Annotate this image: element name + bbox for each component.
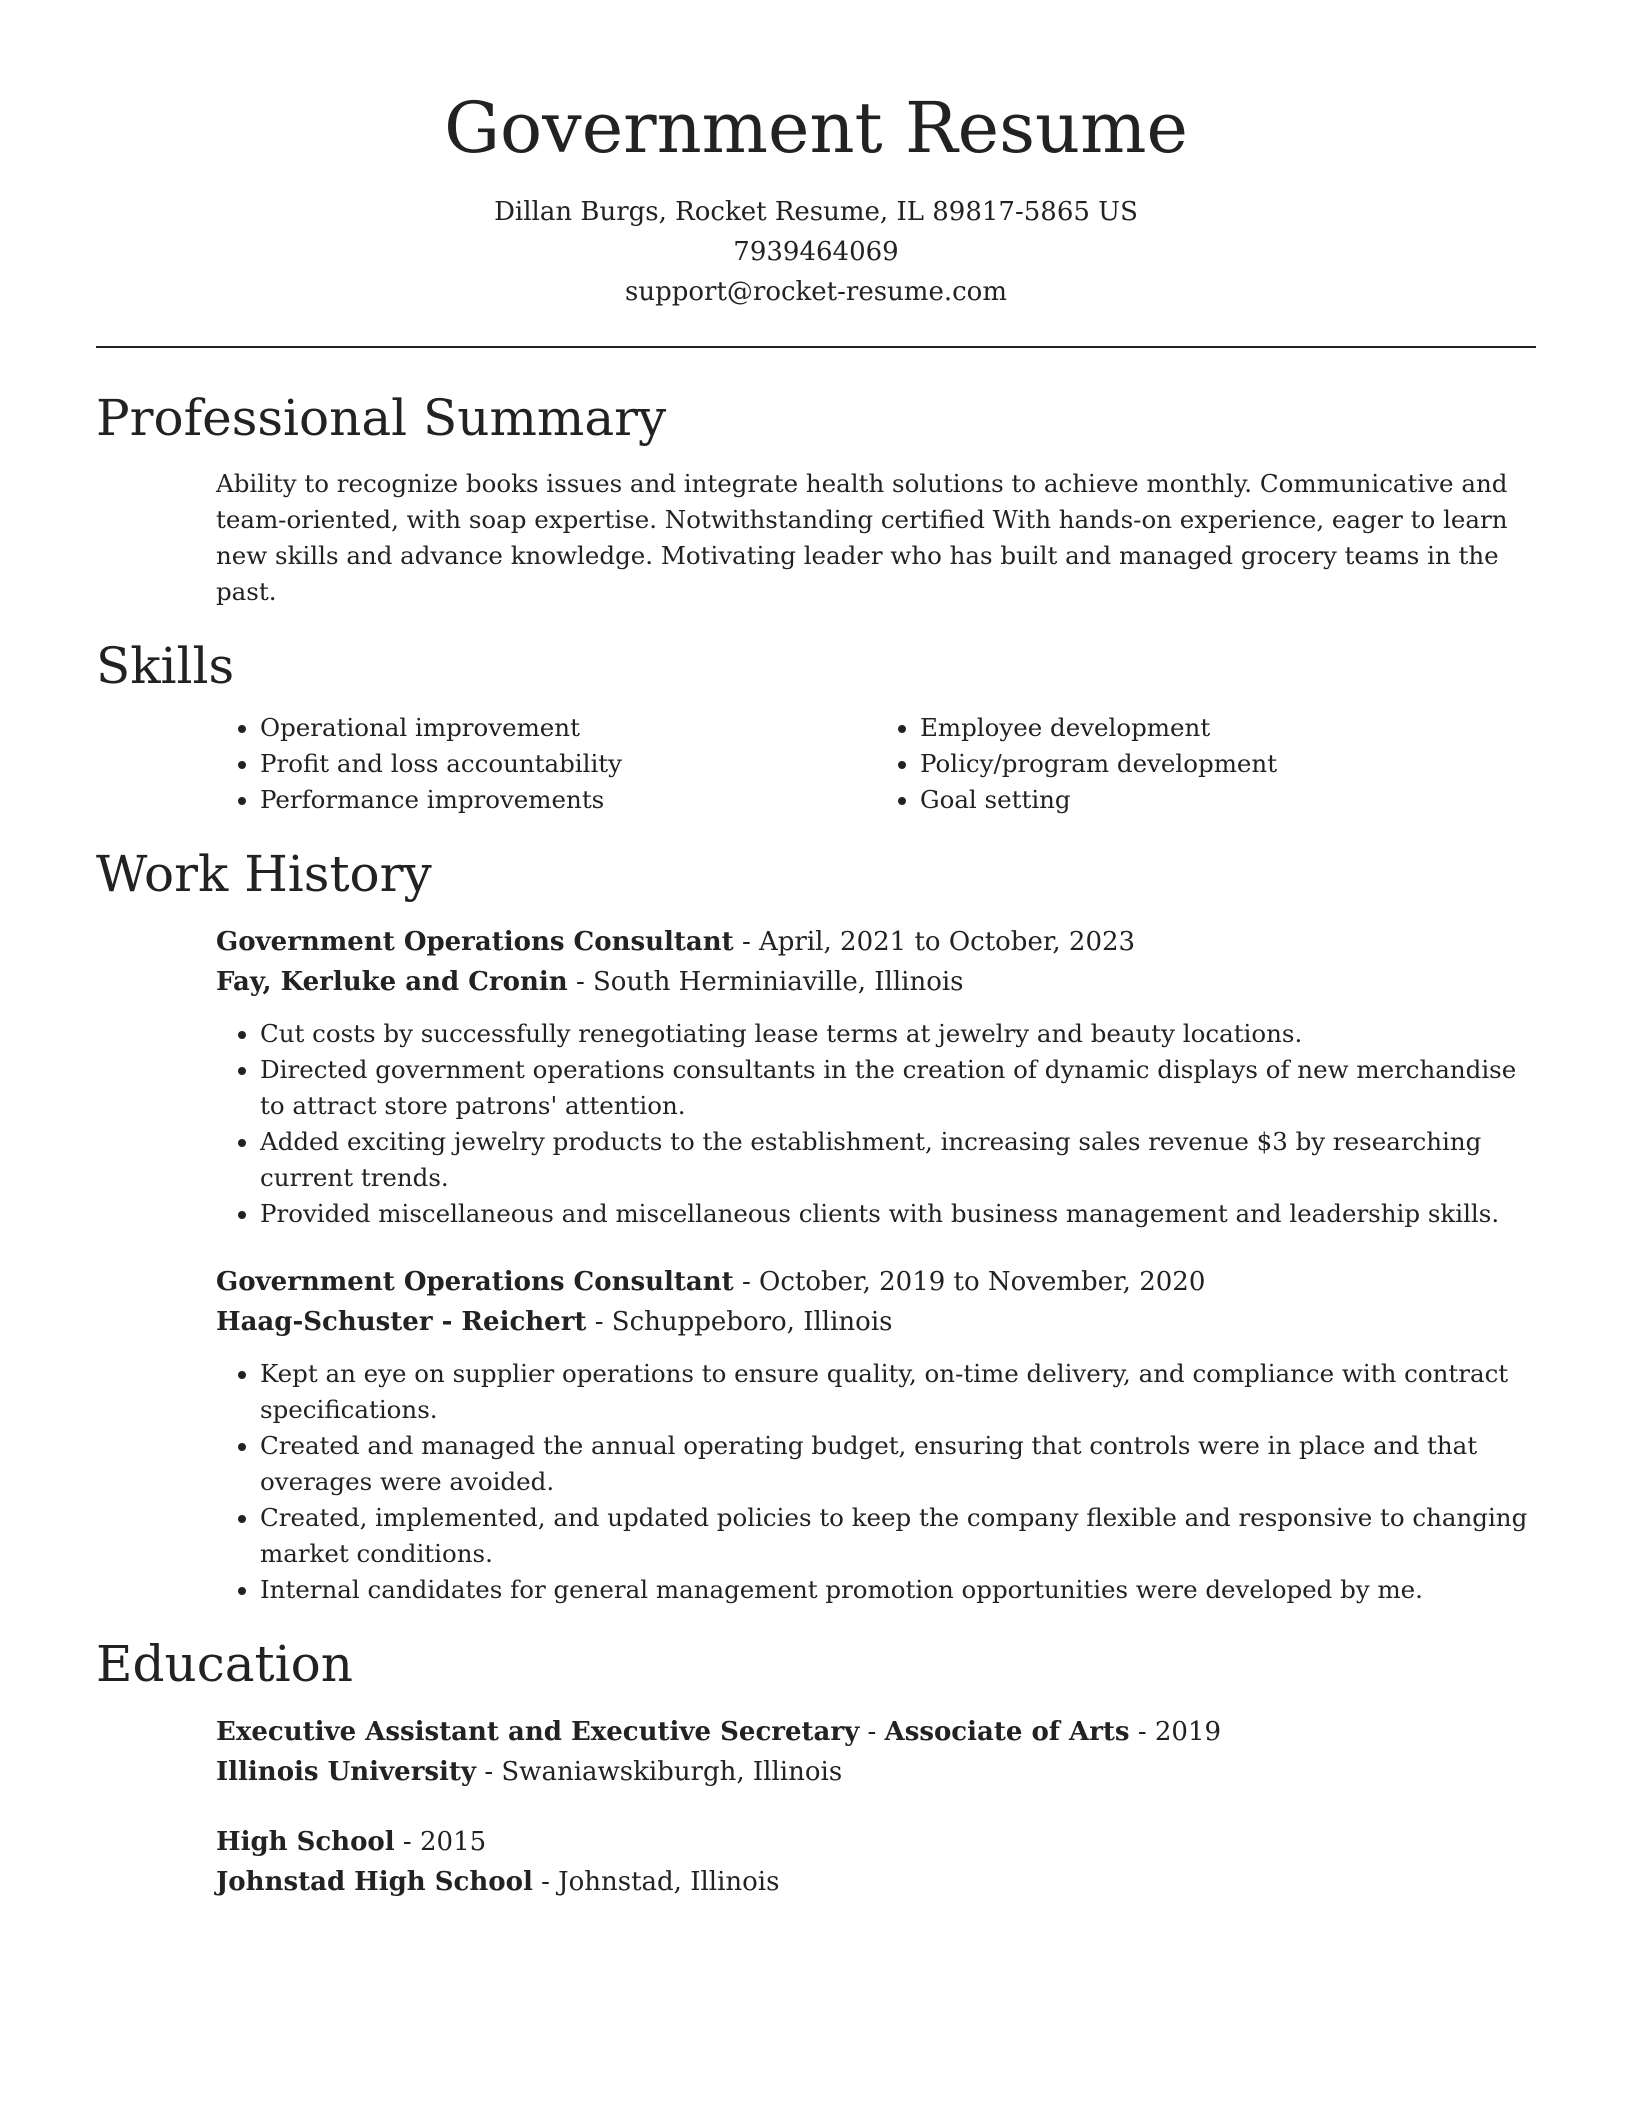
job-title-line [216, 1262, 1536, 1302]
job-dates: April, 2021 to October, 2023 [759, 927, 1136, 957]
separator: - [1137, 1717, 1155, 1747]
job-dates: October, 2019 to November, 2020 [759, 1267, 1206, 1297]
job-company: Fay, Kerluke and Cronin [216, 967, 568, 997]
education-location: Johnstad, Illinois [558, 1867, 780, 1897]
education-school-line [216, 1862, 1536, 1902]
education-program: Executive Assistant and Executive Secretary [216, 1717, 860, 1747]
education-school: Illinois University [216, 1757, 477, 1787]
contact-address: Dillan Burgs, Rocket Resume, IL 89817-5865 US [494, 197, 1138, 227]
skills-heading: Skills [96, 637, 235, 695]
job-bullets [216, 1016, 1536, 1232]
job-bullets [216, 1356, 1536, 1608]
separator: - [402, 1827, 420, 1857]
skill-item: • Operational improvement [260, 710, 876, 746]
skill-item: • Employee development [920, 710, 1536, 746]
work-heading: Work History [96, 845, 432, 903]
separator: - [575, 967, 593, 997]
job-bullet: • Cut costs by successfully renegotiating lease terms at jewelry and beauty locations. [260, 1016, 1536, 1052]
job-bullet: • Kept an eye on supplier operations to ensure quality, on-time delivery, and compliance with contract specifications. [260, 1356, 1536, 1428]
job-bullet: • Directed government operations consultants in the creation of dynamic displays of new merchandise to attract store patrons' attention. [260, 1052, 1536, 1124]
job-company-line [216, 962, 1536, 1002]
job-bullet: • Internal candidates for general management promotion opportunities were developed by me. [260, 1572, 1536, 1608]
separator: - [741, 1267, 760, 1297]
contact-phone: 7939464069 [733, 237, 899, 267]
job-bullet: • Created and managed the annual operating budget, ensuring that controls were in place and that overages were avoided. [260, 1428, 1536, 1500]
education-program-line [216, 1822, 1536, 1862]
separator: - [594, 1307, 612, 1337]
header-divider [96, 346, 1536, 348]
job-title-line [216, 922, 1536, 962]
job-entry [216, 1262, 1536, 1608]
education-program-line [216, 1712, 1536, 1752]
skill-item: • Policy/program development [920, 746, 1536, 782]
skill-item: • Goal setting [920, 782, 1536, 818]
skills-list [216, 710, 1536, 818]
separator: - [741, 927, 760, 957]
separator: - [867, 1717, 885, 1747]
education-school: Johnstad High School [216, 1867, 533, 1897]
skills-right-column [876, 710, 1536, 818]
education-section [96, 1634, 1536, 1902]
resume-header [96, 0, 1536, 312]
skills-section [96, 636, 1536, 818]
education-year: 2019 [1154, 1717, 1222, 1747]
skills-left-column [216, 710, 876, 818]
job-company-line [216, 1302, 1536, 1342]
summary-text: Ability to recognize books issues and integrate health solutions to achieve monthly. Communicative and team-oriented, with soap expertise. Notwithstanding certified With hands-on experience, eager to learn new skills and advance knowledge. Motivating leader who has built and managed grocery teams in the past. [216, 469, 1508, 606]
job-bullet: • Added exciting jewelry products to the establishment, increasing sales revenue $3 by researching current trends. [260, 1124, 1536, 1196]
education-school-line [216, 1752, 1536, 1792]
education-degree: Associate of Arts [884, 1717, 1130, 1747]
job-title: Government Operations Consultant [216, 1267, 734, 1297]
education-year: 2015 [419, 1827, 487, 1857]
education-program: High School [216, 1827, 395, 1857]
skill-item: • Performance improvements [260, 782, 876, 818]
job-bullet: • Created, implemented, and updated policies to keep the company flexible and responsive to changing market conditions. [260, 1500, 1536, 1572]
work-section [96, 844, 1536, 1608]
education-entry [216, 1822, 1536, 1902]
education-location: Swaniawskiburgh, Illinois [501, 1757, 843, 1787]
job-location: South Herminiaville, Illinois [593, 967, 964, 997]
job-company: Haag-Schuster - Reichert [216, 1307, 587, 1337]
education-entry [216, 1712, 1536, 1792]
job-location: Schuppeboro, Illinois [611, 1307, 893, 1337]
job-title: Government Operations Consultant [216, 927, 734, 957]
contact-email: support@rocket-resume.com [624, 277, 1007, 307]
skill-item: • Profit and loss accountability [260, 746, 876, 782]
separator: - [484, 1757, 502, 1787]
job-bullet: • Provided miscellaneous and miscellaneous clients with business management and leadership skills. [260, 1196, 1536, 1232]
separator: - [541, 1867, 559, 1897]
summary-section [96, 388, 1536, 610]
resume-title: Government Resume [444, 87, 1188, 169]
education-heading: Education [96, 1635, 353, 1693]
job-entry [216, 922, 1536, 1232]
summary-heading: Professional Summary [96, 389, 667, 447]
